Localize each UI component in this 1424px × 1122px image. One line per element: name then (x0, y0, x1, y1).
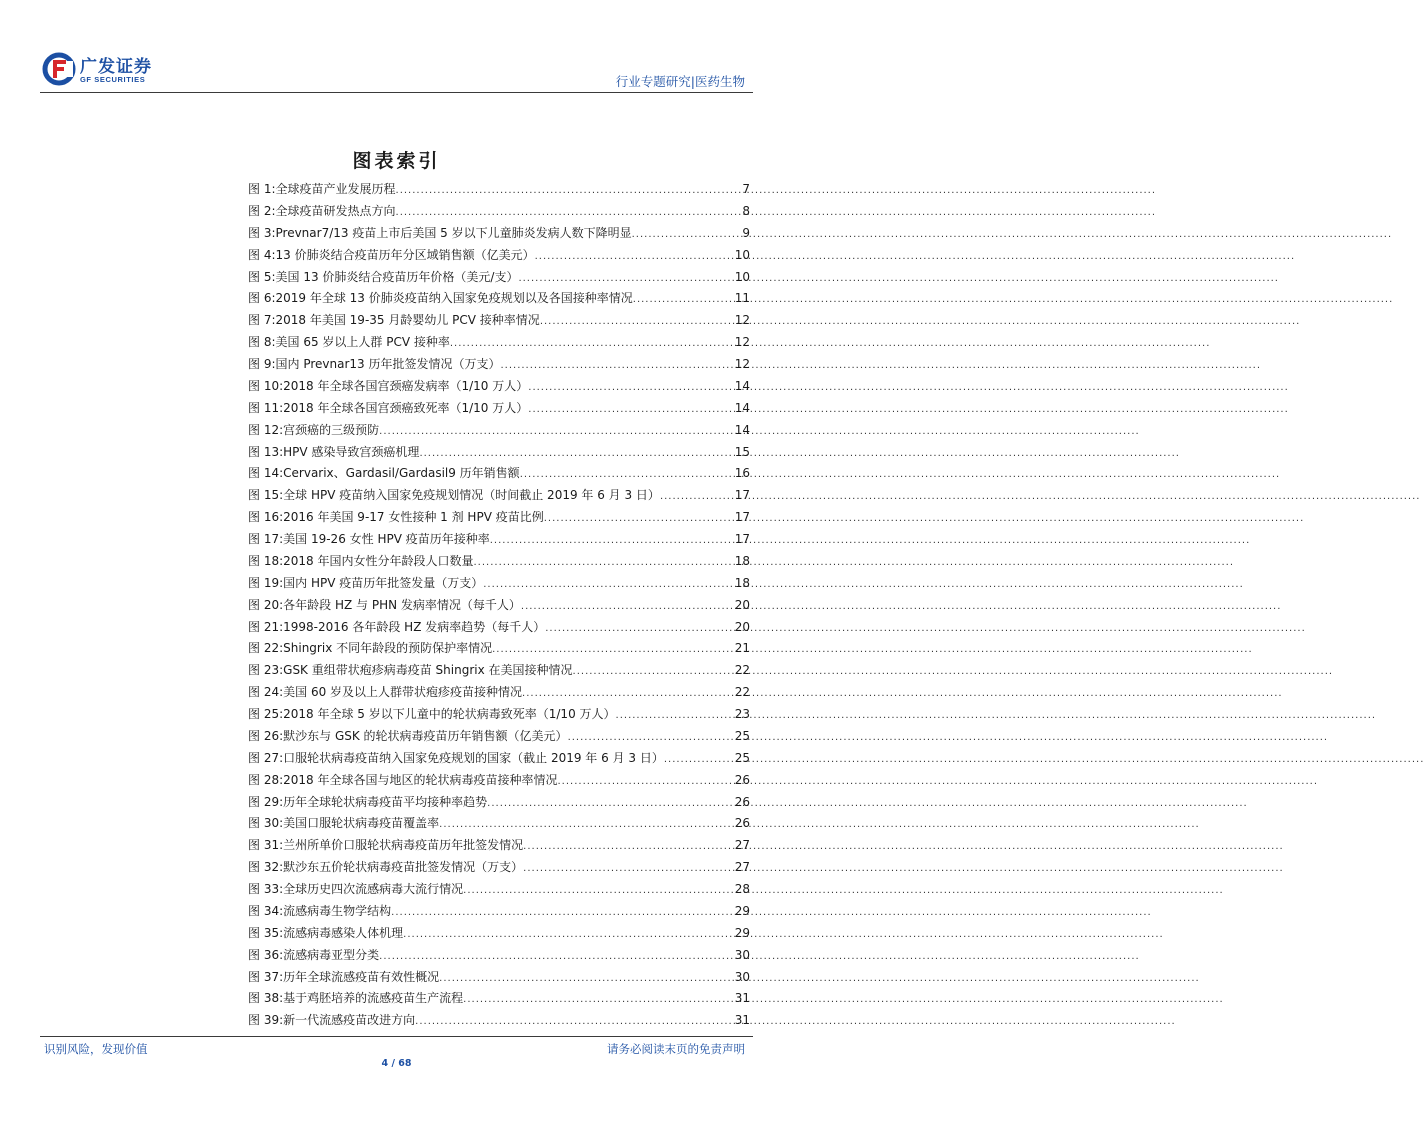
toc-page-number: 12 (734, 357, 750, 371)
toc-leader-dots (523, 858, 734, 880)
toc-entry[interactable] (248, 901, 750, 923)
toc-page-number: 14 (734, 422, 750, 437)
toc-entry[interactable] (248, 420, 750, 442)
toc-leader-dots (523, 836, 734, 858)
toc-entry[interactable] (248, 267, 750, 289)
toc-figure-title: 2018 年全球各国与地区的轮状病毒疫苗接种率情况 (283, 772, 558, 787)
toc-entry[interactable] (248, 179, 750, 201)
toc-entry[interactable] (248, 310, 750, 332)
toc-page-number: 17 (734, 510, 750, 525)
toc-figure-label: 图 34: (248, 903, 284, 918)
logo-english-name: GF SECURITIES (80, 75, 146, 84)
toc-figure-label: 图 30: (248, 816, 284, 831)
toc-entry[interactable] (248, 595, 750, 617)
toc-leader-dots (490, 530, 734, 552)
toc-entry[interactable] (248, 617, 750, 639)
toc-leader-dots (573, 661, 734, 683)
toc-figure-label: 图 6: (248, 291, 276, 306)
toc-entry[interactable] (248, 704, 750, 726)
toc-page-number: 29 (734, 903, 750, 918)
toc-page-number: 31 (734, 1013, 750, 1028)
toc-leader-dots (528, 399, 733, 421)
toc-figure-title: 宫颈癌的三级预防 (283, 422, 380, 437)
toc-entry[interactable] (248, 376, 750, 398)
toc-figure-title: 美国 19-26 女性 HPV 疫苗历年接种率 (283, 532, 490, 546)
toc-leader-dots (616, 705, 734, 727)
toc-leader-dots (664, 749, 734, 771)
toc-leader-dots (522, 683, 734, 705)
toc-figure-label: 图 2: (248, 203, 276, 218)
toc-leader-dots (463, 989, 734, 1011)
toc-figure-label: 图 29: (248, 794, 284, 809)
toc-page-number: 18 (734, 575, 750, 590)
toc-page-number: 30 (734, 969, 750, 984)
toc-page-number: 27 (734, 838, 750, 853)
header-divider (40, 92, 753, 93)
toc-entry[interactable] (248, 726, 750, 748)
toc-leader-dots (379, 946, 734, 968)
toc-figure-title: 2018 年全球 5 岁以下儿童中的轮状病毒致死率（1/10 万人） (283, 707, 616, 721)
logo-chinese-name: 广发证券 (80, 57, 152, 77)
toc-entry[interactable] (248, 529, 750, 551)
toc-figure-title: Cervarix、Gardasil/Gardasil9 历年销售额 (283, 466, 520, 481)
toc-figure-label: 图 14: (248, 466, 284, 481)
toc-figure-title: GSK 重组带状疱疹病毒疫苗 Shingrix 在美国接种情况 (283, 663, 573, 678)
toc-figure-label: 图 39: (248, 1013, 284, 1028)
toc-entry[interactable] (248, 551, 750, 573)
toc-entry[interactable] (248, 485, 750, 507)
toc-leader-dots (396, 180, 742, 202)
toc-figure-label: 图 31: (248, 838, 284, 853)
toc-leader-dots (439, 814, 734, 836)
toc-figure-label: 图 10: (248, 378, 284, 393)
disclaimer-notice: 请务必阅读末页的免责声明 (607, 1042, 745, 1056)
toc-leader-dots (396, 202, 742, 224)
toc-figure-title: 2018 年国内女性分年龄段人口数量 (283, 553, 474, 568)
toc-figure-title: 全球历史四次流感病毒大流行情况 (283, 882, 464, 896)
toc-leader-dots (483, 574, 733, 596)
toc-leader-dots (439, 968, 734, 990)
toc-entry[interactable] (248, 813, 750, 835)
toc-leader-dots (450, 333, 734, 355)
toc-leader-dots (487, 793, 734, 815)
footer-divider (40, 1036, 753, 1037)
toc-entry[interactable] (248, 442, 750, 464)
toc-entry[interactable] (248, 573, 750, 595)
toc-entry[interactable] (248, 245, 750, 267)
toc-figure-label: 图 20: (248, 597, 284, 612)
toc-leader-dots (558, 771, 734, 793)
toc-figure-title: 兰州所单价口服轮状病毒疫苗历年批签发情况 (283, 838, 524, 853)
toc-figure-title: 2019 年全球 13 价肺炎疫苗纳入国家免疫规划以及各国接种率情况 (275, 291, 633, 306)
toc-page-number: 25 (734, 750, 750, 765)
toc-figure-label: 图 1: (248, 182, 276, 196)
toc-page-number: 8 (742, 203, 750, 218)
toc-leader-dots (545, 618, 733, 640)
toc-figure-label: 图 37: (248, 969, 284, 984)
toc-figure-label: 图 12: (248, 422, 284, 437)
toc-figure-label: 图 15: (248, 488, 284, 503)
toc-leader-dots (463, 880, 734, 902)
toc-entry[interactable] (248, 835, 750, 857)
toc-leader-dots (544, 508, 734, 530)
toc-leader-dots (568, 727, 734, 749)
toc-figure-title: 默沙东与 GSK 的轮状病毒疫苗历年销售额（亿美元） (283, 728, 568, 743)
toc-page-number: 12 (734, 313, 750, 328)
toc-entry[interactable] (248, 507, 750, 529)
toc-page-number: 28 (734, 882, 750, 896)
toc-leader-dots (518, 268, 733, 290)
page-title: 图表索引 (352, 150, 441, 172)
toc-page-number: 18 (734, 553, 750, 568)
toc-page-number: 17 (734, 488, 750, 503)
toc-entry[interactable] (248, 967, 750, 989)
toc-entry[interactable] (248, 879, 750, 901)
toc-page-number: 17 (734, 532, 750, 546)
toc-figure-title: 默沙东五价轮状病毒疫苗批签发情况（万支） (283, 860, 524, 875)
toc-page-number: 30 (734, 947, 750, 962)
toc-figure-title: 流感病毒生物学结构 (283, 903, 392, 918)
toc-page-number: 10 (734, 269, 750, 284)
toc-figure-label: 图 16: (248, 510, 284, 525)
toc-figure-title: Prevnar7/13 疫苗上市后美国 5 岁以下儿童肺炎发病人数下降明显 (275, 225, 632, 240)
toc-entry[interactable] (248, 748, 750, 770)
toc-entry[interactable] (248, 398, 750, 420)
toc-leader-dots (415, 1011, 734, 1033)
toc-leader-dots (535, 246, 734, 268)
toc-figure-label: 图 8: (248, 335, 276, 350)
toc-page-number: 26 (734, 772, 750, 787)
company-logo (42, 52, 182, 92)
toc-figure-label: 图 32: (248, 860, 284, 875)
toc-page-number: 7 (742, 182, 750, 196)
toc-figure-title: 2018 年全球各国宫颈癌致死率（1/10 万人） (283, 400, 529, 415)
toc-page-number: 14 (734, 378, 750, 393)
toc-page-number: 10 (734, 247, 750, 262)
toc-page-number: 26 (734, 794, 750, 809)
toc-leader-dots (403, 924, 734, 946)
toc-figure-title: 2018 年美国 19-35 月龄婴幼儿 PCV 接种率情况 (275, 313, 540, 328)
toc-entry[interactable] (248, 660, 750, 682)
toc-entry[interactable] (248, 354, 750, 376)
toc-figure-label: 图 19: (248, 575, 284, 590)
toc-figure-title: 各年龄段 HZ 与 PHN 发病率情况（每千人） (283, 597, 521, 612)
toc-figure-label: 图 25: (248, 707, 284, 721)
toc-figure-label: 图 17: (248, 532, 284, 546)
toc-page-number: 22 (734, 663, 750, 678)
toc-figure-label: 图 26: (248, 728, 284, 743)
toc-leader-dots (660, 486, 734, 508)
toc-figure-title: 历年全球轮状病毒疫苗平均接种率趋势 (283, 794, 488, 809)
toc-leader-dots (633, 289, 734, 311)
toc-leader-dots (521, 596, 734, 618)
toc-leader-dots (540, 311, 734, 333)
toc-page-number: 12 (734, 335, 750, 350)
toc-figure-title: Shingrix 不同年龄段的预防保护率情况 (283, 641, 493, 656)
toc-page-number: 9 (742, 225, 750, 240)
toc-page-number: 27 (734, 860, 750, 875)
toc-leader-dots (528, 377, 733, 399)
toc-figure-label: 图 4: (248, 247, 276, 262)
toc-leader-dots (419, 443, 733, 465)
toc-figure-label: 图 5: (248, 269, 276, 284)
toc-figure-label: 图 22: (248, 641, 284, 656)
toc-entry[interactable] (248, 463, 750, 485)
toc-figure-title: 美国 65 岁以上人群 PCV 接种率 (275, 335, 450, 350)
toc-figure-label: 图 35: (248, 925, 284, 940)
toc-page-number: 14 (734, 400, 750, 415)
toc-page-number: 31 (734, 991, 750, 1006)
toc-figure-title: 13 价肺炎结合疫苗历年分区域销售额（亿美元） (275, 247, 535, 262)
toc-page-number: 20 (734, 619, 750, 634)
toc-entry[interactable] (248, 770, 750, 792)
toc-leader-dots (391, 902, 734, 924)
toc-page-number: 23 (734, 707, 750, 721)
toc-figure-title: 1998-2016 各年龄段 HZ 发病率趋势（每千人） (283, 619, 546, 634)
toc-page-number: 22 (734, 685, 750, 700)
toc-figure-label: 图 13: (248, 444, 284, 459)
toc-leader-dots (492, 639, 734, 661)
toc-figure-title: HPV 感染导致宫颈癌机理 (283, 444, 420, 459)
toc-figure-label: 图 33: (248, 882, 284, 896)
toc-figure-label: 图 23: (248, 663, 284, 678)
toc-leader-dots (474, 552, 734, 574)
toc-figure-title: 流感病毒亚型分类 (283, 947, 380, 962)
toc-page-number: 21 (734, 641, 750, 656)
toc-figure-title: 美国口服轮状病毒疫苗覆盖率 (283, 816, 440, 831)
toc-figure-title: 美国 13 价肺炎结合疫苗历年价格（美元/支） (275, 269, 519, 284)
toc-figure-label: 图 3: (248, 225, 276, 240)
figure-index-list (248, 179, 750, 1032)
toc-figure-label: 图 38: (248, 991, 284, 1006)
toc-entry[interactable] (248, 945, 750, 967)
toc-entry[interactable] (248, 201, 750, 223)
toc-figure-label: 图 27: (248, 750, 284, 765)
toc-figure-title: 历年全球流感疫苗有效性概况 (283, 969, 440, 984)
toc-figure-title: 全球疫苗研发热点方向 (275, 203, 396, 218)
toc-entry[interactable] (248, 638, 750, 660)
toc-leader-dots (520, 464, 734, 486)
footer-slogan: 识别风险，发现价值 (44, 1042, 148, 1056)
toc-figure-title: 2018 年全球各国宫颈癌发病率（1/10 万人） (283, 378, 529, 393)
toc-page-number: 25 (734, 728, 750, 743)
toc-entry[interactable] (248, 288, 750, 310)
toc-figure-title: 国内 Prevnar13 历年批签发情况（万支） (275, 357, 501, 371)
toc-leader-dots (500, 355, 733, 377)
toc-page-number: 11 (734, 291, 750, 306)
toc-figure-label: 图 11: (248, 400, 284, 415)
toc-page-number: 29 (734, 925, 750, 940)
toc-leader-dots (632, 224, 742, 246)
page-number: 4 / 68 (381, 1058, 412, 1069)
toc-figure-title: 新一代流感疫苗改进方向 (283, 1013, 416, 1028)
toc-figure-label: 图 28: (248, 772, 284, 787)
toc-page-number: 26 (734, 816, 750, 831)
toc-figure-label: 图 36: (248, 947, 284, 962)
toc-leader-dots (379, 421, 734, 443)
toc-entry[interactable] (248, 332, 750, 354)
toc-entry[interactable] (248, 682, 750, 704)
toc-figure-title: 全球疫苗产业发展历程 (275, 182, 396, 196)
toc-figure-label: 图 24: (248, 685, 284, 700)
toc-page-number: 15 (734, 444, 750, 459)
toc-entry[interactable] (248, 857, 750, 879)
toc-figure-title: 全球 HPV 疫苗纳入国家免疫规划情况（时间截止 2019 年 6 月 3 日） (283, 488, 660, 503)
toc-entry[interactable] (248, 1010, 750, 1032)
toc-entry[interactable] (248, 792, 750, 814)
toc-page-number: 16 (734, 466, 750, 481)
toc-entry[interactable] (248, 223, 750, 245)
toc-figure-title: 口服轮状病毒疫苗纳入国家免疫规划的国家（截止 2019 年 6 月 3 日） (283, 750, 664, 765)
toc-figure-title: 基于鸡胚培养的流感疫苗生产流程 (283, 991, 464, 1006)
toc-figure-label: 图 7: (248, 313, 276, 328)
toc-figure-label: 图 9: (248, 357, 276, 371)
gf-logo-icon (42, 52, 76, 86)
toc-entry[interactable] (248, 988, 750, 1010)
toc-figure-label: 图 21: (248, 619, 284, 634)
toc-figure-title: 流感病毒感染人体机理 (283, 925, 404, 940)
toc-page-number: 20 (734, 597, 750, 612)
toc-figure-title: 2016 年美国 9-17 女性接种 1 剂 HPV 疫苗比例 (283, 510, 544, 525)
toc-figure-title: 国内 HPV 疫苗历年批签发量（万支） (283, 575, 484, 590)
toc-entry[interactable] (248, 923, 750, 945)
toc-figure-title: 美国 60 岁及以上人群带状疱疹疫苗接种情况 (283, 685, 523, 700)
report-category: 行业专题研究|医药生物 (615, 74, 745, 89)
toc-figure-label: 图 18: (248, 553, 284, 568)
